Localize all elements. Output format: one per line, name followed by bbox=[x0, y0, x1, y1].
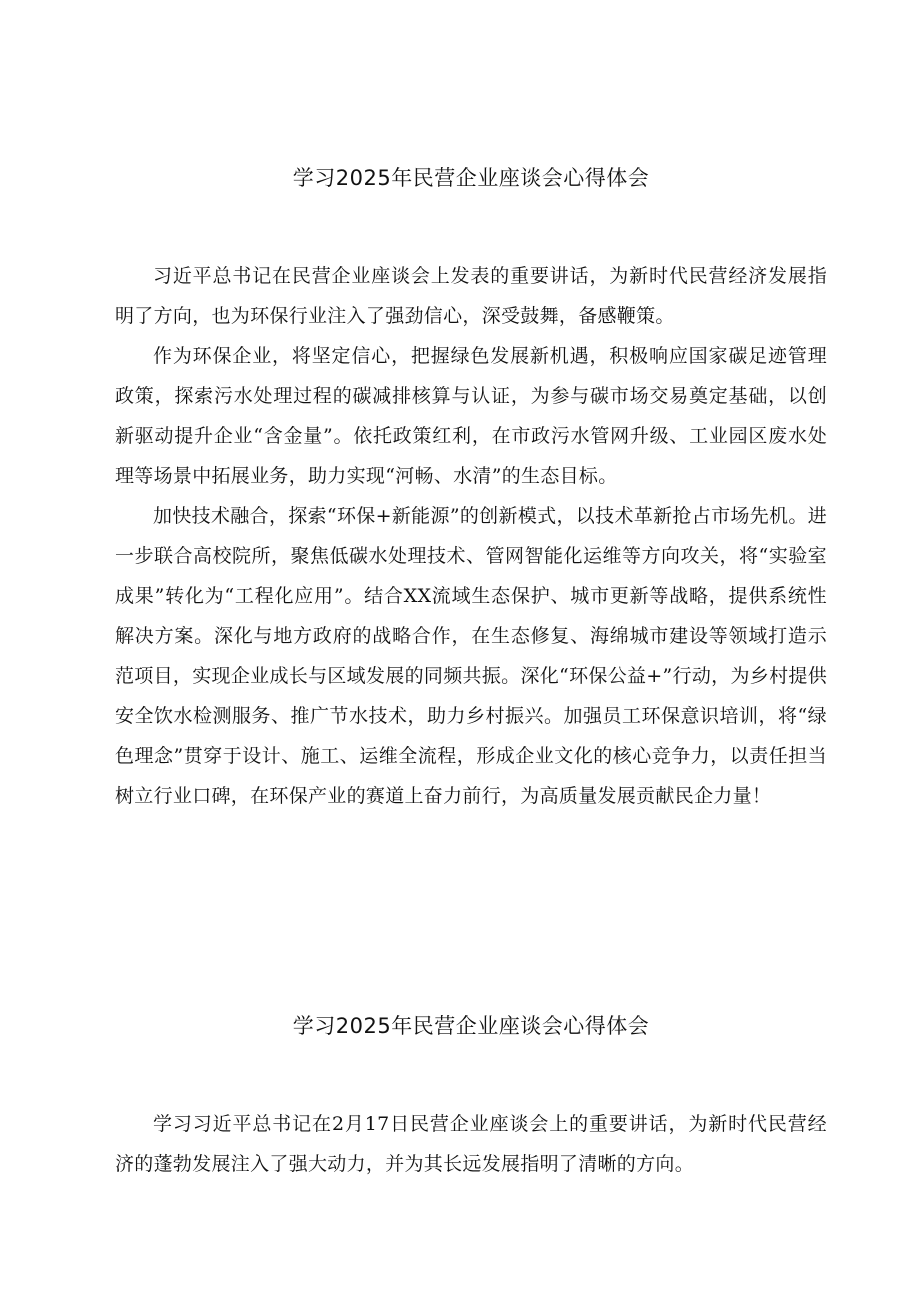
article-section-1 bbox=[115, 163, 827, 816]
paragraph: 学习习近平总书记在2月17日民营企业座谈会上的重要讲话，为新时代民营经济的蓬勃发展注入了强大动力，并为其长远发展指明了清晰的方向。 bbox=[115, 1113, 827, 1175]
article-section-2 bbox=[115, 1011, 827, 1184]
paragraph: 习近平总书记在民营企业座谈会上发表的重要讲话，为新时代民营经济发展指明了方向，也为环保行业注入了强劲信心，深受鼓舞，备感鞭策。 bbox=[115, 265, 827, 327]
paragraph: 加快技术融合，探索“环保+新能源”的创新模式，以技术革新抢占市场先机。进一步联合高校院所，聚焦低碳水处理技术、管网智能化运维等方向攻关，将“实验室成果”转化为“工程化应用”。结合XX流域生态保护、城市更新等战略，提供系统性解决方案。深化与地方政府的战略合作，在生态修复、海绵城市建设等领域打造示范项目，实现企业成长与区域发展的同频共振。深化“环保公益+”行动，为乡村提供安全饮水检测服务、推广节水技术，助力乡村振兴。加强员工环保意识培训，将“绿色理念”贯穿于设计、施工、运维全流程，形成企业文化的核心竞争力，以责任担当树立行业口碑，在环保产业的赛道上奋力前行，为高质量发展贡献民企力量！ bbox=[115, 505, 827, 807]
article-title: 学习2025年民营企业座谈会心得体会 bbox=[292, 1014, 650, 1038]
article-body bbox=[115, 256, 827, 816]
paragraph: 作为环保企业，将坚定信心，把握绿色发展新机遇，积极响应国家碳足迹管理政策，探索污水处理过程的碳减排核算与认证，为参与碳市场交易奠定基础，以创新驱动提升企业“含金量”。依托政策红利，在市政污水管网升级、工业园区废水处理等场景中拓展业务，助力实现“河畅、水清”的生态目标。 bbox=[115, 345, 827, 487]
article-body bbox=[115, 1104, 827, 1184]
article-title: 学习2025年民营企业座谈会心得体会 bbox=[292, 166, 650, 190]
